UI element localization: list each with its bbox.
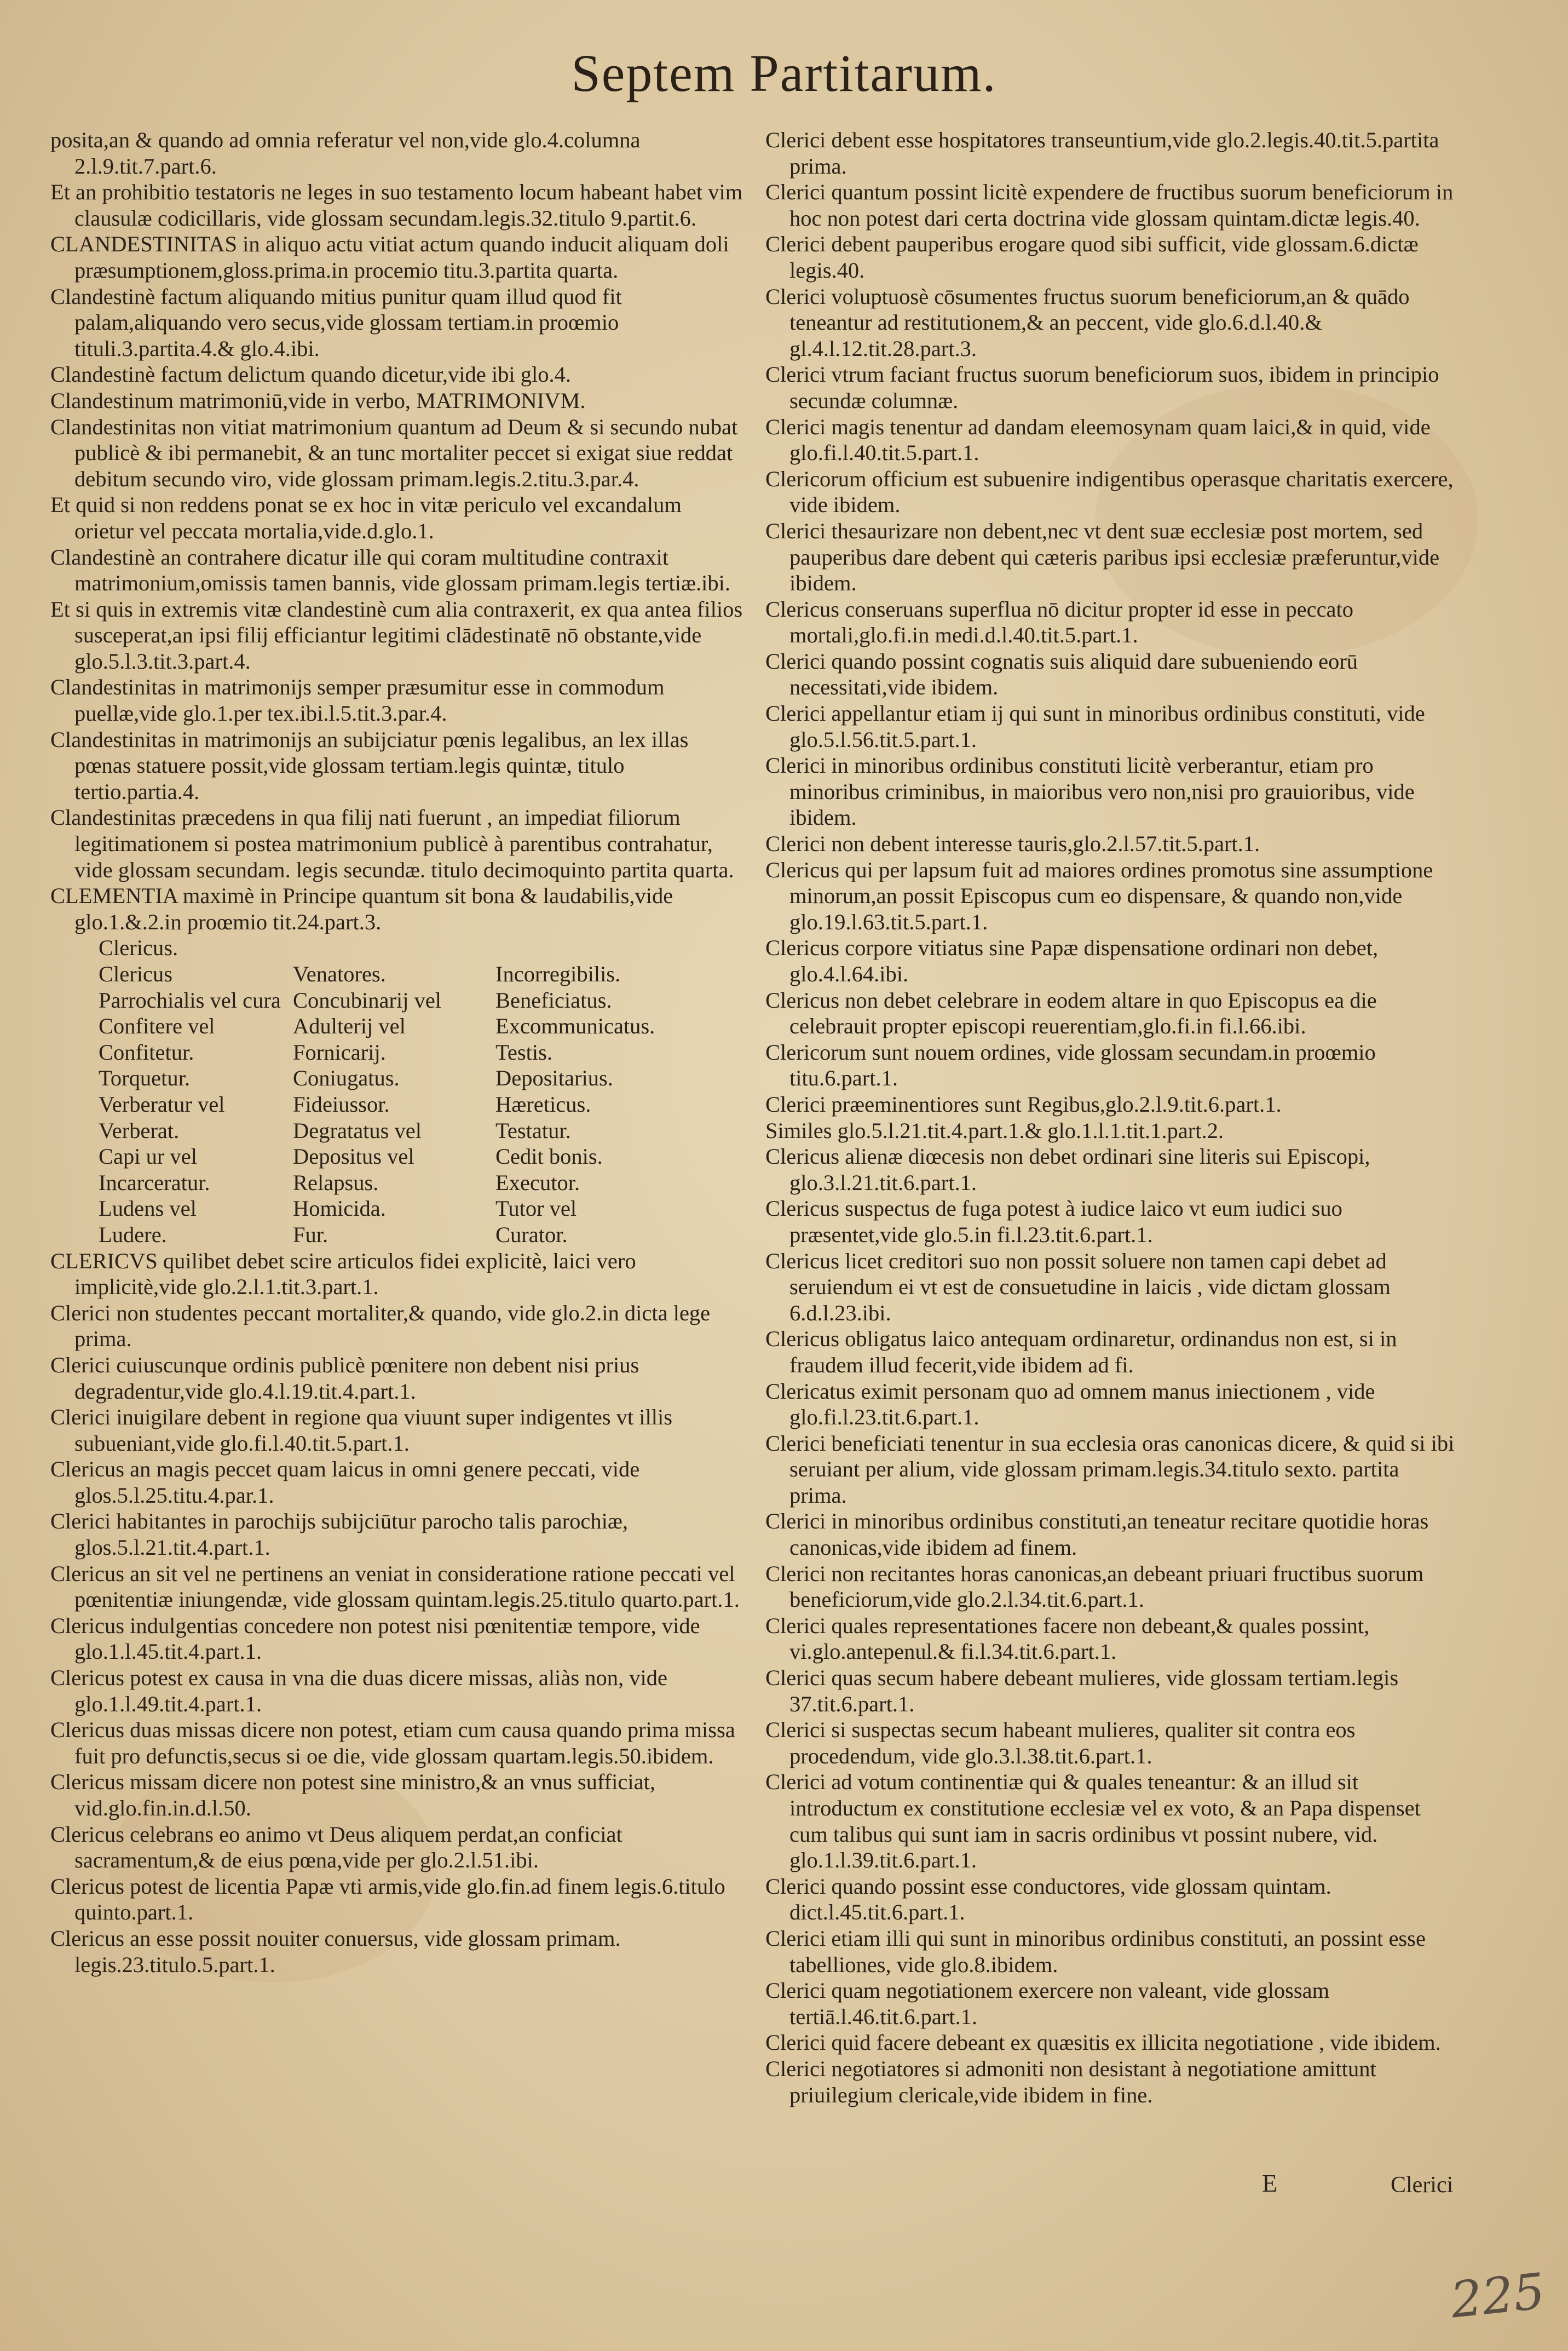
term-cell: Curator. (495, 1222, 568, 1247)
catchword: Clerici (1391, 2172, 1454, 2198)
term-cell: Executor. (495, 1170, 580, 1195)
term-cell: Incorregibilis. (495, 962, 621, 986)
term-cell: Degratatus vel (293, 1118, 422, 1143)
index-entry: Clerici negotiatores si admoniti non desistant à negotiatione amittunt priuilegium clericale,vide ibidem in fine. (765, 2056, 1376, 2107)
index-entry: Clericus an esse possit nouiter conuersus, vide glossam primam. legis.23.titulo.5.part.1. (50, 1925, 621, 1977)
index-entry: Clandestinè an contrahere dicatur ille qui coram multitudine contraxit matrimonium,omissis tamen bannis, vide glossam primam.legis tertiæ.ibi. (50, 544, 731, 596)
index-entry: Clerici in minoribus ordinibus constituti licitè verberantur, etiam pro minoribus criminibus, in maioribus vero non,nisi pro grauioribus, vide ibidem. (765, 753, 1415, 830)
term-cell: Confitere vel (99, 1014, 215, 1039)
index-entry: Clericus non debet celebrare in eodem altare in quo Episcopus ea die celebrauit propter episcopi reuerentiam,glo.fi.in fi.l.66.ibi. (765, 987, 1377, 1039)
index-entry: CLEMENTIA maximè in Principe quantum sit bona & laudabilis,vide glo.1.&.2.in proœmio tit.24.part.3. (50, 883, 673, 934)
index-entry: Clerici thesaurizare non debent,nec vt dent suæ ecclesiæ post mortem, sed pauperibus dare debent qui cæteris paribus ipsi ecclesiæ præferuntur,vide ibidem. (765, 518, 1440, 596)
term-cell: Relapsus. (293, 1170, 379, 1195)
term-cell: Capi ur vel (99, 1144, 197, 1169)
index-entry: CLANDESTINITAS in aliquo actu vitiat actum quando inducit aliquam doli præsumptionem,gloss.prima.in procemio titu.3.partita quarta. (50, 232, 729, 283)
term-cell: Tutor vel (495, 1196, 577, 1221)
index-entry: Clericus conseruans superflua nō dicitur propter id esse in peccato mortali,glo.fi.in medi.d.l.40.tit.5.part.1. (765, 596, 1354, 648)
term-cell: Testis. (495, 1039, 553, 1065)
index-entry: Clandestinitas in matrimonijs semper præsumitur esse in commodum puellæ,vide glo.1.per tex.ibi.l.5.tit.3.par.4. (50, 675, 665, 726)
left-entries-2 (50, 1248, 743, 1978)
index-entry: Clandestinè factum aliquando mitius punitur quam illud quod fit palam,aliquando vero secus,vide glossam tertiam.in proœmio tituli.3.partita.4.& glo.4.ibi. (50, 284, 622, 361)
index-entry: Clerici ad votum continentiæ qui & quales teneantur: & an illud sit introductum ex constitutione ecclesiæ vel ex voto, & an Papa dispenset cum talibus qui sunt iam in sacris ordinibus vt possint nubere, vid. glo.1.l.39.tit.6.part.1. (765, 1769, 1421, 1873)
index-entry: Et an prohibitio testatoris ne leges in suo testamento locum habeant habet vim clausulæ codicillaris, vide glossam secundam.legis.32.titulo 9.partit.6. (50, 180, 743, 231)
term-cell: Verberatur vel (99, 1091, 225, 1117)
index-entry: Clericus an sit vel ne pertinens an veniat in consideratione ratione peccati vel pœnitentiæ iniungendæ, vide glossam quintam.legis.25.titulo quarto.part.1. (50, 1561, 740, 1612)
term-cell: Beneficiatus. (495, 987, 612, 1013)
term-cell: Ludere. (99, 1222, 167, 1247)
index-entry: Clerici quando possint cognatis suis aliquid dare subueniendo eorū necessitati,vide ibidem. (765, 648, 1358, 700)
index-entry: Clerici non studentes peccant mortaliter,& quando, vide glo.2.in dicta lege prima. (50, 1300, 711, 1352)
term-cell: Testatur. (495, 1118, 571, 1143)
term-cell: Ludens vel (99, 1196, 197, 1221)
index-entry: Clerici vtrum faciant fructus suorum beneficiorum suos, ibidem in principio secundæ columnæ. (765, 362, 1439, 413)
index-entry: Clerici quales representationes facere non debeant,& quales possint, vi.glo.antepenul.& fi.l.34.tit.6.part.1. (765, 1613, 1370, 1664)
left-entries (50, 127, 743, 935)
term-cell: Coniugatus. (293, 1066, 400, 1091)
term-cell: Hæreticus. (495, 1091, 591, 1117)
index-entry: Clericus qui per lapsum fuit ad maiores ordines promotus sine assumptione minorum,an possit Episcopus cum eo dispensare, & quando non,vide glo.19.l.63.tit.5.part.1. (765, 857, 1433, 934)
index-entry: Clerici habitantes in parochijs subijciūtur parocho talis parochiæ, glos.5.l.21.tit.4.part.1. (50, 1509, 628, 1560)
index-entry: Clerici non debent interesse tauris,glo.2.l.57.tit.5.part.1. (765, 831, 1260, 857)
index-entry: Clerici voluptuosè cōsumentes fructus suorum beneficiorum,an & quādo teneantur ad restitutionem,& an peccent, vide glo.6.d.l.40.& gl.4.l.12.tit.28.part.3. (765, 284, 1410, 361)
right-column (765, 127, 1458, 2108)
index-entry: Clericus licet creditori suo non possit soluere non tamen capi debet ad seruiendum ei vt est de consuetudine in laicis , vide dictam glossam 6.d.l.23.ibi. (765, 1248, 1391, 1325)
term-cell: Cedit bonis. (495, 1144, 603, 1169)
index-entry: Clericus potest de licentia Papæ vti armis,vide glo.fin.ad finem legis.6.titulo quinto.part.1. (50, 1873, 725, 1925)
index-entry: Clericus corpore vitiatus sine Papæ dispensatione ordinari non debet, glo.4.l.64.ibi. (765, 935, 1379, 986)
index-entry: Et quid si non reddens ponat se ex hoc in vitæ periculo vel excandalum orietur vel peccata mortalia,vide.d.glo.1. (50, 492, 682, 543)
index-entry: Clerici quando possint esse conductores, vide glossam quintam. dict.l.45.tit.6.part.1. (765, 1873, 1331, 1925)
index-entry: Clerici appellantur etiam ij qui sunt in minoribus ordinibus constituti, vide glo.5.l.56.tit.5.part.1. (765, 701, 1425, 752)
index-entry: Et si quis in extremis vitæ clandestinè cum alia contraxerit, ex qua antea filios susceperat,an ipsi filij efficiantur legitimi clādestinatē nō obstante,vide glo.5.l.3.tit.3.part.4. (50, 596, 743, 674)
index-entry: posita,an & quando ad omnia referatur vel non,vide glo.4.columna 2.l.9.tit.7.part.6. (50, 128, 641, 179)
index-entry: Clerici præeminentiores sunt Regibus,glo.2.l.9.tit.6.part.1. (765, 1091, 1282, 1117)
term-cell: Fornicarij. (293, 1039, 386, 1065)
term-table-head: Clericus. (99, 935, 178, 961)
index-entry: Clerici magis tenentur ad dandam eleemosynam quam laici,& in quid, vide glo.fi.l.40.tit.5.part.1. (765, 414, 1431, 465)
term-cell: Depositus vel (293, 1144, 414, 1169)
index-entry: Clericus indulgentias concedere non potest nisi pœnitentiæ tempore, vide glo.1.l.45.tit.4.part.1. (50, 1613, 700, 1664)
index-entry: Clericus alienæ diœcesis non debet ordinari sine literis sui Episcopi, glo.3.l.21.tit.6.part.1. (765, 1144, 1370, 1195)
index-entry: Clericus missam dicere non potest sine ministro,& an vnus sufficiat, vid.glo.fin.in.d.l.50. (50, 1769, 655, 1820)
term-cell: Verberat. (99, 1118, 180, 1143)
index-entry: Clericus celebrans eo animo vt Deus aliquem perdat,an conficiat sacramentum,& de eius pœna,vide per glo.2.l.51.ibi. (50, 1821, 622, 1873)
index-entry: Clericus suspectus de fuga potest à iudice laico vt eum iudici suo præsentet,vide glo.5.in fi.l.23.tit.6.part.1. (765, 1196, 1342, 1247)
term-cell: Incarceratur. (99, 1170, 210, 1195)
term-cell: Adulterij vel (293, 1014, 406, 1039)
term-cell: Excommunicatus. (495, 1014, 655, 1039)
term-cell: Fideiussor. (293, 1091, 390, 1117)
index-entry: Clandestinitas præcedens in qua filij nati fuerunt , an impediat filiorum legitimationem si postea matrimonium publicè à parentibus contrahatur, vide glossam secundam. legis secundæ. titulo decimoquinto partita quarta. (50, 805, 734, 882)
index-entry: Clericus potest ex causa in vna die duas dicere missas, aliàs non, vide glo.1.l.49.tit.4.part.1. (50, 1665, 667, 1716)
index-entry: Clerici debent esse hospitatores transeuntium,vide glo.2.legis.40.tit.5.partita prima. (765, 128, 1439, 179)
term-table (50, 961, 743, 1248)
term-cell: Homicida. (293, 1196, 386, 1221)
index-entry: Clerici quam negotiationem exercere non valeant, vide glossam tertiā.l.46.tit.6.part.1. (765, 1978, 1330, 2029)
term-cell: Clericus (99, 962, 172, 986)
term-cell: Depositarius. (495, 1066, 613, 1091)
index-entry: Similes glo.5.l.21.tit.4.part.1.& glo.1.l.1.tit.1.part.2. (765, 1118, 1224, 1143)
index-entry: Clericorum officium est subuenire indigentibus operasque charitatis exercere, vide ibidem. (765, 466, 1454, 518)
index-entry: Clerici in minoribus ordinibus constituti,an teneatur recitare quotidie horas canonicas,vide ibidem ad finem. (765, 1509, 1429, 1560)
left-column (50, 127, 743, 1978)
page-number: 225 (1448, 2262, 1548, 2330)
index-entry: Clerici etiam illi qui sunt in minoribus ordinibus constituti, an possint esse tabelliones, vide glo.8.ibidem. (765, 1925, 1426, 1977)
index-entry: Clerici debent pauperibus erogare quod sibi sufficit, vide glossam.6.dictæ legis.40. (765, 232, 1419, 283)
term-cell: Fur. (293, 1222, 328, 1247)
page-title: Septem Partitarum. (571, 44, 997, 102)
term-cell: Confitetur. (99, 1039, 194, 1065)
index-entry: Clandestinè factum delictum quando dicetur,vide ibi glo.4. (50, 362, 572, 387)
index-entry: Clericorum sunt nouem ordines, vide glossam secundam.in proœmio titu.6.part.1. (765, 1039, 1376, 1091)
index-entry: Clerici inuigilare debent in regione qua viuunt super indigentes vt illis subueniant,vide glo.fi.l.40.tit.5.part.1. (50, 1405, 672, 1456)
index-entry: Clandestinitas in matrimonijs an subijciatur pœnis legalibus, an lex illas pœnas statuere possit,vide glossam tertiam.legis quintæ, titulo tertio.partia.4. (50, 727, 689, 804)
term-cell: Parrochialis vel cura (99, 987, 281, 1013)
index-entry: Clerici si suspectas secum habeant mulieres, qualiter sit contra eos procedendum, vide glo.3.l.38.tit.6.part.1. (765, 1717, 1356, 1768)
index-entry: Clericus an magis peccet quam laicus in omni genere peccati, vide glos.5.l.25.titu.4.par.1. (50, 1457, 640, 1508)
index-entry: Clerici cuiuscunque ordinis publicè pœnitere non debent nisi prius degradentur,vide glo.4.l.19.tit.4.part.1. (50, 1352, 639, 1404)
right-entries (765, 127, 1458, 2108)
index-entry: Clericatus eximit personam quo ad omnem manus iniectionem , vide glo.fi.l.23.tit.6.part.1. (765, 1378, 1375, 1430)
index-entry: Clandestinum matrimoniū,vide in verbo, MATRIMONIVM. (50, 388, 586, 413)
index-entry: Clerici quid facere debeant ex quæsitis ex illicita negotiatione , vide ibidem. (765, 2030, 1441, 2055)
signature-mark: E (1262, 2169, 1278, 2197)
index-entry: CLERICVS quilibet debet scire articulos fidei explicitè, laici vero implicitè,vide glo.2.l.1.tit.3.part.1. (50, 1248, 636, 1300)
term-cell: Venatores. (293, 962, 386, 986)
index-entry: Clerici quantum possint licitè expendere de fructibus suorum beneficiorum in hoc non potest dari certa doctrina vide glossam quintam.dictæ legis.40. (765, 180, 1454, 231)
index-entry: Clerici beneficiati tenentur in sua ecclesia oras canonicas dicere, & quid si ibi seruiant per alium, vide glossam primam.legis.34.titulo sexto. partita prima. (765, 1430, 1455, 1508)
index-entry: Clandestinitas non vitiat matrimonium quantum ad Deum & si secundo nubat publicè & ibi permanebit, & an tunc mortaliter peccet si exigat siue reddat debitum secundo viro, vide glossam primam.legis.2.titu.3.par.4. (50, 414, 738, 491)
index-entry: Clericus obligatus laico antequam ordinaretur, ordinandus non est, si in fraudem illud fecerit,vide ibidem ad fi. (765, 1326, 1397, 1377)
index-entry: Clericus duas missas dicere non potest, etiam cum causa quando prima missa fuit pro defunctis,secus si oe die, vide glossam quartam.legis.50.ibidem. (50, 1717, 735, 1768)
term-cell: Concubinarij vel (293, 987, 442, 1013)
term-cell: Torquetur. (99, 1066, 191, 1091)
index-entry: Clerici quas secum habere debeant mulieres, vide glossam tertiam.legis 37.tit.6.part.1. (765, 1665, 1399, 1716)
index-entry: Clerici non recitantes horas canonicas,an debeant priuari fructibus suorum beneficiorum,vide glo.2.l.34.tit.6.part.1. (765, 1561, 1424, 1612)
